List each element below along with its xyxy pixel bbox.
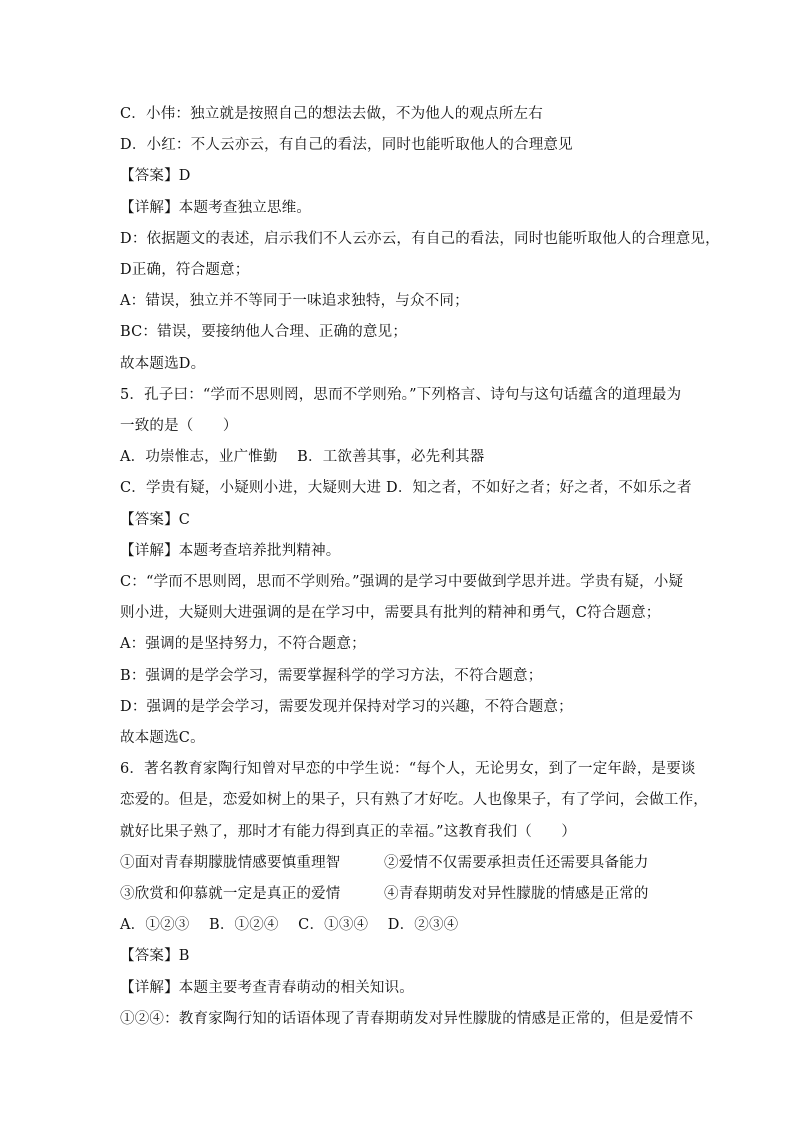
explanation-line: D：强调的是学会学习，需要发现并保持对学习的兴趣，不符合题意；	[120, 698, 573, 715]
explanation-heading: 【详解】本题考查独立思维。	[120, 199, 312, 216]
question-6-statements-row	[120, 879, 674, 910]
question-6-stem-cont: 就好比果子熟了，那时才有能力得到真正的幸福。”这教育我们（ ）	[120, 823, 577, 840]
explanation-line: B：强调的是学会学习，需要掌握科学的学习方法，不符合题意；	[120, 667, 543, 684]
statement-3: ③欣赏和仰慕就一定是真正的爱情	[120, 886, 341, 903]
explanation-line: A：错误，独立并不等同于一味追求独特，与众不同；	[120, 293, 469, 310]
conclusion-line: 故本题选D。	[120, 355, 206, 372]
explanation-line: D：依据题文的表述，启示我们不人云亦云，有自己的看法，同时也能听取他人的合理意见，	[120, 230, 720, 247]
question-5-options-cd: C．学贵有疑，小疑则小进，大疑则大进 D．知之者，不如好之者；好之者，不如乐之者	[120, 480, 692, 497]
statement-4: ④青春期萌发对异性朦胧的情感是正常的	[384, 886, 649, 903]
question-6-choices: A．①②③ B．①②④ C．①③④ D．②③④	[120, 917, 459, 934]
explanation-line: C：“学而不思则罔，思而不学则殆。”强调的是学习中要做到学思并进。学贵有疑，小疑	[120, 574, 684, 591]
conclusion-line: 故本题选C。	[120, 730, 205, 747]
option-c-line: C．小伟：独立就是按照自己的想法去做，不为他人的观点所左右	[120, 106, 543, 122]
answer-line: 【答案】D	[120, 168, 191, 185]
question-6-stem-cont: 恋爱的。但是，恋爱如树上的果子，只有熟了才好吃。人也像果子，有了学问，会做工作，	[120, 792, 708, 809]
explanation-line: ①②④：教育家陶行知的话语体现了青春期萌发对异性朦胧的情感是正常的，但是爱情不	[120, 1010, 694, 1027]
answer-line: 【答案】C	[120, 511, 191, 528]
question-6-stem: 6．著名教育家陶行知曾对早恋的中学生说：“每个人，无论男女，到了一定年龄，是要谈	[120, 761, 696, 778]
explanation-line: 则小进，大疑则大进强调的是在学习中，需要具有批判的精神和勇气，C符合题意；	[120, 605, 661, 622]
explanation-heading: 【详解】本题主要考查青春萌动的相关知识。	[120, 979, 414, 996]
question-5-stem: 5．孔子曰：“学而不思则罔，思而不学则殆。”下列格言、诗句与这句话蕴含的道理最为	[120, 386, 682, 403]
explanation-line: BC：错误，要接纳他人合理、正确的意见；	[120, 324, 408, 341]
question-5-options-ab: A．功崇惟志，业广惟勤 B．工欲善其事，必先利其器	[120, 449, 485, 466]
question-6-statements-row	[120, 848, 674, 879]
statement-1: ①面对青春期朦胧情感要慎重理智	[120, 854, 341, 871]
explanation-line: A：强调的是坚持努力，不符合题意；	[120, 636, 366, 653]
question-5-stem-cont: 一致的是（ ）	[120, 418, 238, 435]
option-d-line: D．小红：不人云亦云，有自己的看法，同时也能听取他人的合理意见	[120, 137, 573, 154]
explanation-heading: 【详解】本题考查培养批判精神。	[120, 542, 341, 559]
explanation-line: D正确，符合题意；	[120, 262, 250, 279]
answer-line: 【答案】B	[120, 948, 190, 965]
statement-2: ②爱情不仅需要承担责任还需要具备能力	[384, 854, 649, 871]
